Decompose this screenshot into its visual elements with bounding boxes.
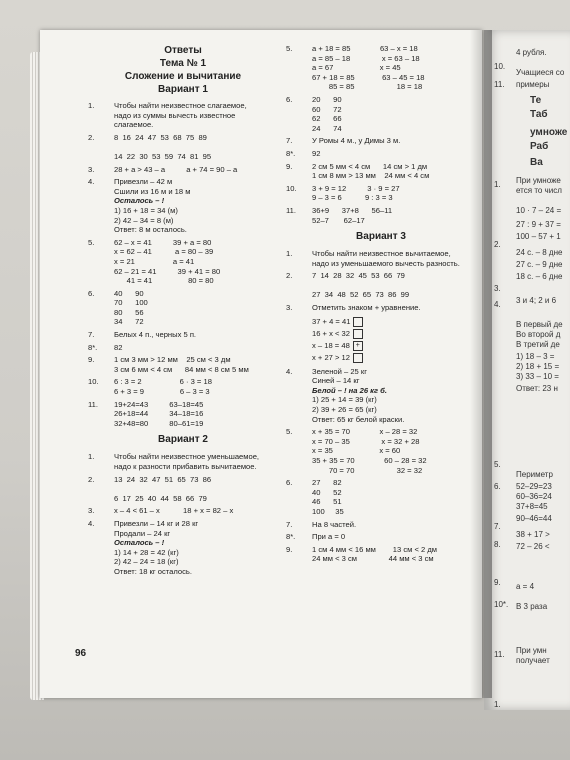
- next-page-line: 72 – 26 <: [516, 542, 550, 551]
- answer-line: 85 = 85 18 = 18: [312, 82, 423, 92]
- right-column: [286, 44, 476, 567]
- next-page-line: Ва: [530, 157, 543, 168]
- answer-line: 19+24=43 63–18=45: [114, 399, 204, 409]
- answer-line: 70 100: [114, 298, 148, 308]
- next-page-number: 1.: [494, 180, 501, 189]
- answer-line: х + 27 > 12: [312, 352, 350, 362]
- answer-line: На 8 частей.: [312, 519, 357, 529]
- answer-number: 5.: [286, 44, 293, 53]
- answers-title: Ответы: [164, 45, 202, 56]
- answer-item: [286, 303, 476, 313]
- answer-line: Ответ: 18 кг осталось.: [114, 566, 192, 576]
- answer-line: 3 см 6 мм < 4 см 84 мм < 8 см 5 мм: [114, 364, 249, 374]
- answer-line: х + 35 = 70 х – 28 = 32: [312, 427, 418, 437]
- answer-line: [312, 281, 476, 291]
- answer-number: 8*.: [286, 148, 296, 158]
- variant-1-heading: Вариант 1: [158, 84, 208, 95]
- answer-line: надо из уменьшаемого вычесть разность.: [312, 258, 460, 268]
- answer-line: Чтобы найти неизвестное вычитаемое,: [312, 249, 451, 259]
- next-page-number: 4.: [494, 300, 501, 309]
- answer-line: 6 + 3 = 9 6 – 3 = 3: [114, 387, 210, 397]
- answer-item: [88, 506, 278, 516]
- answer-item: [88, 343, 278, 353]
- next-page-line: Ответ: 23 н: [516, 384, 558, 393]
- answer-number: 9.: [88, 355, 95, 365]
- answer-item: [88, 133, 278, 162]
- answer-number: 9.: [286, 161, 293, 171]
- answer-line: Белой – ! на 26 кг б.: [312, 385, 387, 395]
- answer-line: Чтобы найти неизвестное уменьшаемое,: [114, 452, 260, 462]
- next-page-number: 3.: [494, 284, 501, 293]
- next-page-line: получает: [516, 656, 550, 665]
- answer-line: Ответ: 65 кг белой краски.: [312, 414, 405, 424]
- next-page-line: При умн: [516, 646, 547, 655]
- answer-number: 8*.: [286, 532, 296, 542]
- next-page-line: примеры: [516, 80, 550, 89]
- answer-box: +: [353, 341, 363, 351]
- variant-2-answers-cont: [286, 44, 476, 225]
- answer-line: У Ромы 4 м., у Димы 3 м.: [312, 136, 401, 146]
- variant-2-answers: [88, 452, 278, 576]
- answer-line: 36+9 37+8 56–11: [312, 205, 393, 215]
- next-page-line: 90–46=44: [516, 514, 552, 523]
- answer-item: [286, 136, 476, 146]
- answer-line: надо из суммы вычесть известное: [114, 110, 236, 120]
- answer-line: 32+48=80 80–61=19: [114, 418, 204, 428]
- answer-item: [88, 400, 278, 429]
- next-page-number: 7.: [494, 522, 501, 531]
- answer-line: 13 24 32 47 51 65 73 86: [114, 474, 212, 484]
- answer-line: 62 66: [312, 114, 342, 124]
- answer-item: [286, 44, 476, 92]
- answer-line: 28 + а > 43 – а а + 74 = 90 – а: [114, 164, 238, 174]
- next-page-line: 27 с. – 9 дне: [516, 260, 563, 269]
- answer-number: 4.: [88, 518, 95, 528]
- answer-line: Синей – 14 кг: [312, 376, 360, 386]
- answer-line: 3 + 9 = 12 3 · 9 = 27: [312, 183, 400, 193]
- answer-number: 5.: [286, 427, 293, 437]
- answer-line: х = 21 а = 41: [114, 256, 195, 266]
- answer-item: [88, 355, 278, 374]
- next-page-number: 10.: [494, 62, 506, 71]
- answer-number: 2.: [88, 132, 95, 142]
- next-page-number: 11.: [494, 80, 505, 89]
- next-page-line: 3 и 4; 2 и 6: [516, 296, 557, 305]
- next-page-line: 37+8=45: [516, 502, 548, 511]
- answer-number: 7.: [286, 519, 293, 529]
- answer-line: 1 см 8 мм > 13 мм 24 мм < 4 см: [312, 171, 430, 181]
- next-page-line: В первый де: [516, 320, 563, 329]
- next-page-number: 2.: [494, 240, 501, 249]
- answer-number: 3.: [88, 506, 95, 516]
- next-page-line: 4 рубля.: [516, 48, 547, 57]
- answer-line: 35 + 35 = 70 60 – 28 = 32: [312, 456, 427, 465]
- next-page-line: Периметр: [516, 470, 553, 479]
- answer-line: 9 – 3 = 6 9 : 3 = 3: [312, 193, 393, 203]
- answer-number: 3.: [286, 303, 293, 313]
- answer-line: 24 74: [312, 123, 342, 133]
- answer-line: 70 = 70 32 = 32: [312, 465, 423, 475]
- page-number: 96: [75, 648, 87, 659]
- variant-3-heading: Вариант 3: [356, 231, 406, 243]
- answer-line: Продали – 24 кг: [114, 528, 171, 538]
- answer-item: [88, 475, 278, 504]
- answer-item: [286, 316, 476, 364]
- answer-box: [353, 317, 363, 327]
- answer-line: 1 см 3 мм > 12 мм 25 см < 3 дм: [114, 355, 231, 365]
- answer-line: слагаемое.: [114, 120, 154, 130]
- answer-line: х = 35 х = 60: [312, 446, 401, 456]
- answer-line: 2) 42 – 34 = 8 (м): [114, 215, 174, 225]
- answer-number: 7.: [286, 136, 293, 146]
- answer-item: [286, 249, 476, 268]
- answer-line: 2) 39 + 26 = 65 (кг): [312, 405, 377, 415]
- answer-item: [88, 177, 278, 235]
- next-page-line: 2) 18 + 15 =: [516, 362, 560, 371]
- answer-number: 4.: [88, 177, 95, 187]
- answer-line: 27 34 48 52 65 73 86 99: [312, 290, 410, 300]
- answer-item: [88, 289, 278, 327]
- topic-number: Тема № 1: [159, 58, 207, 69]
- answer-line: надо к разности прибавить вычитаемое.: [114, 462, 257, 471]
- next-page-line: 100 – 57 + 1: [516, 232, 561, 241]
- next-page-number: 9.: [494, 578, 501, 587]
- answer-box: [353, 329, 363, 339]
- answer-number: 2.: [286, 271, 293, 281]
- answer-line: Привезли – 14 кг и 28 кг: [114, 518, 199, 528]
- answer-line: 2) 42 – 24 = 18 (кг): [114, 557, 179, 567]
- answer-line: 41 = 41 80 = 80: [114, 276, 214, 286]
- answer-item: [286, 184, 476, 203]
- next-page-number: 8.: [494, 540, 501, 549]
- answer-number: 3.: [88, 164, 95, 174]
- answer-number: 7.: [88, 330, 95, 340]
- answer-line: 82: [114, 342, 123, 352]
- next-page-line: 60–36=24: [516, 492, 552, 501]
- answer-line: Белых 4 п., черных 5 п.: [114, 330, 197, 340]
- answer-line: 27 82: [312, 478, 342, 488]
- next-page-line: 38 + 17 >: [516, 530, 550, 539]
- next-page-line: а = 4: [516, 582, 535, 591]
- answer-item: [286, 478, 476, 516]
- answer-line: 2 см 5 мм < 4 см 14 см > 1 дм: [312, 161, 428, 171]
- answer-number: 10.: [286, 183, 297, 193]
- answer-number: 1.: [88, 452, 95, 462]
- answer-line: 62 – х = 41 39 + а = 80: [114, 237, 212, 247]
- answer-box: [353, 353, 363, 363]
- next-page-line: 24 с. – 8 дне: [516, 248, 563, 257]
- answer-line: 80 56: [114, 307, 144, 317]
- answer-line: 6 : 3 = 2 6 · 3 = 18: [114, 377, 212, 387]
- answer-line: Осталось – !: [114, 538, 165, 548]
- answer-line: 52–7 62–17: [312, 215, 365, 225]
- answer-line: а = 67 х = 45: [312, 63, 401, 73]
- next-page-line: При умноже: [516, 176, 561, 185]
- answer-number: 2.: [88, 474, 95, 484]
- answer-line: х = 62 – 41 а = 80 – 39: [114, 247, 214, 257]
- answer-item: [88, 238, 278, 286]
- variant-3-answers: [286, 249, 476, 564]
- next-page-number: 6.: [494, 482, 501, 491]
- answer-line: Ответ: 8 м осталось.: [114, 225, 187, 235]
- answer-item: [286, 520, 476, 530]
- answer-line: 14 22 30 53 59 74 81 95: [114, 151, 212, 161]
- next-page-line: 18 с. – 6 дне: [516, 272, 563, 281]
- answer-line: 20 90: [312, 94, 342, 104]
- answer-line: 40 52: [312, 487, 342, 497]
- answer-line: Привезли – 42 м: [114, 177, 173, 187]
- next-page-line: Те: [530, 95, 542, 106]
- answer-line: Зеленой – 25 кг: [312, 366, 367, 376]
- answer-line: 16 + х < 32: [312, 328, 350, 338]
- answer-line: 67 + 18 = 85 63 – 45 = 18: [312, 72, 425, 82]
- answer-number: 6.: [286, 478, 293, 488]
- answer-line: Чтобы найти неизвестное слагаемое,: [114, 101, 247, 110]
- answer-item: [88, 101, 278, 130]
- answer-line: 34 72: [114, 317, 144, 327]
- next-page-line: 10 · 7 – 24 =: [516, 206, 562, 215]
- answer-item: [286, 545, 476, 564]
- answer-line: 6 17 25 40 44 58 66 79: [114, 493, 207, 503]
- answer-number: 9.: [286, 544, 293, 554]
- answer-item: [88, 165, 278, 175]
- variant-1-answers: [88, 101, 278, 428]
- answer-line: 60 72: [312, 104, 342, 114]
- answer-number: 6.: [88, 288, 95, 298]
- answer-item: [88, 377, 278, 396]
- answer-item: [88, 452, 278, 471]
- next-page-line: Раб: [530, 141, 549, 152]
- answer-line: 24 мм < 3 см 44 мм < 3 см: [312, 554, 434, 564]
- answer-line: 26+18=44 34–18=16: [114, 409, 204, 419]
- answer-line: 37 + 4 = 41: [312, 316, 351, 326]
- next-page-line: В 3 раза: [516, 602, 548, 611]
- answer-item: [88, 519, 278, 577]
- answer-line: 40 90: [114, 288, 144, 298]
- left-column: [88, 44, 278, 580]
- answer-line: х = 70 – 35 х = 32 + 28: [312, 436, 420, 446]
- answer-item: [88, 330, 278, 340]
- next-page-line: Учащиеся со: [516, 68, 565, 77]
- next-page-number: 5.: [494, 460, 501, 469]
- answer-line: а = 85 – 18 х = 63 – 18: [312, 53, 420, 63]
- answer-line: 1) 16 + 18 = 34 (м): [114, 205, 178, 215]
- answer-number: 6.: [286, 94, 293, 104]
- answer-item: [286, 427, 476, 475]
- next-page-line: 27 : 9 + 37 =: [516, 220, 561, 229]
- answer-line: 1) 25 + 14 = 39 (кг): [312, 395, 377, 405]
- next-page-line: ется то числ: [516, 186, 562, 195]
- next-page-line: В третий де: [516, 340, 560, 349]
- answer-item: [286, 95, 476, 133]
- answer-item: [286, 162, 476, 181]
- next-page-line: Таб: [530, 109, 548, 120]
- answer-number: 11.: [88, 399, 98, 409]
- answer-line: 100 35: [312, 506, 344, 516]
- next-page-line: 1) 18 – 3 =: [516, 352, 555, 361]
- answer-number: 1.: [286, 249, 293, 259]
- answer-line: [114, 484, 278, 494]
- answer-line: х – 18 = 48: [312, 340, 350, 350]
- answer-item: [286, 367, 476, 425]
- answer-line: 1) 14 + 28 = 42 (кг): [114, 547, 179, 557]
- answer-line: Отметить знаком + уравнение.: [312, 303, 421, 313]
- next-page-line: 52–29=23: [516, 482, 552, 491]
- answer-item: [286, 149, 476, 159]
- next-page-line: 3) 33 – 10 =: [516, 372, 559, 381]
- answer-number: 5.: [88, 237, 95, 247]
- answer-number: 8*.: [88, 342, 98, 352]
- answer-number: 4.: [286, 366, 293, 376]
- answer-line: 8 16 24 47 53 68 75 89: [114, 132, 207, 142]
- variant-2-heading: Вариант 2: [158, 434, 208, 446]
- answer-line: При а = 0: [312, 532, 346, 542]
- next-page-number: 1.: [494, 700, 501, 709]
- next-page-line: Во второй д: [516, 330, 561, 339]
- answer-item: [286, 532, 476, 542]
- topic-name: Сложение и вычитание: [124, 71, 242, 82]
- next-page-number: 10*.: [494, 600, 509, 609]
- answer-number: 11.: [286, 205, 296, 215]
- answer-line: 7 14 28 32 45 53 66 79: [312, 271, 405, 281]
- answer-line: 62 – 21 = 41 39 + 41 = 80: [114, 266, 221, 276]
- answer-line: Сшили из 16 м и 18 м: [114, 186, 191, 196]
- answer-number: 10.: [88, 377, 99, 387]
- answer-line: 92: [312, 148, 321, 158]
- next-page-line: умноже: [530, 127, 568, 138]
- answer-line: а + 18 = 85 63 – х = 18: [312, 44, 418, 53]
- answer-line: 46 51: [312, 497, 342, 507]
- answer-line: 1 см 4 мм < 16 мм 13 см < 2 дм: [312, 544, 437, 554]
- answer-line: Осталось – !: [114, 196, 165, 206]
- answer-number: 1.: [88, 101, 95, 110]
- next-page-number: 11.: [494, 650, 505, 659]
- answer-item: [286, 271, 476, 300]
- answer-line: [114, 142, 278, 152]
- answer-line: х – 4 < 61 – х 18 + х = 82 – х: [114, 506, 234, 516]
- answer-item: [286, 206, 476, 225]
